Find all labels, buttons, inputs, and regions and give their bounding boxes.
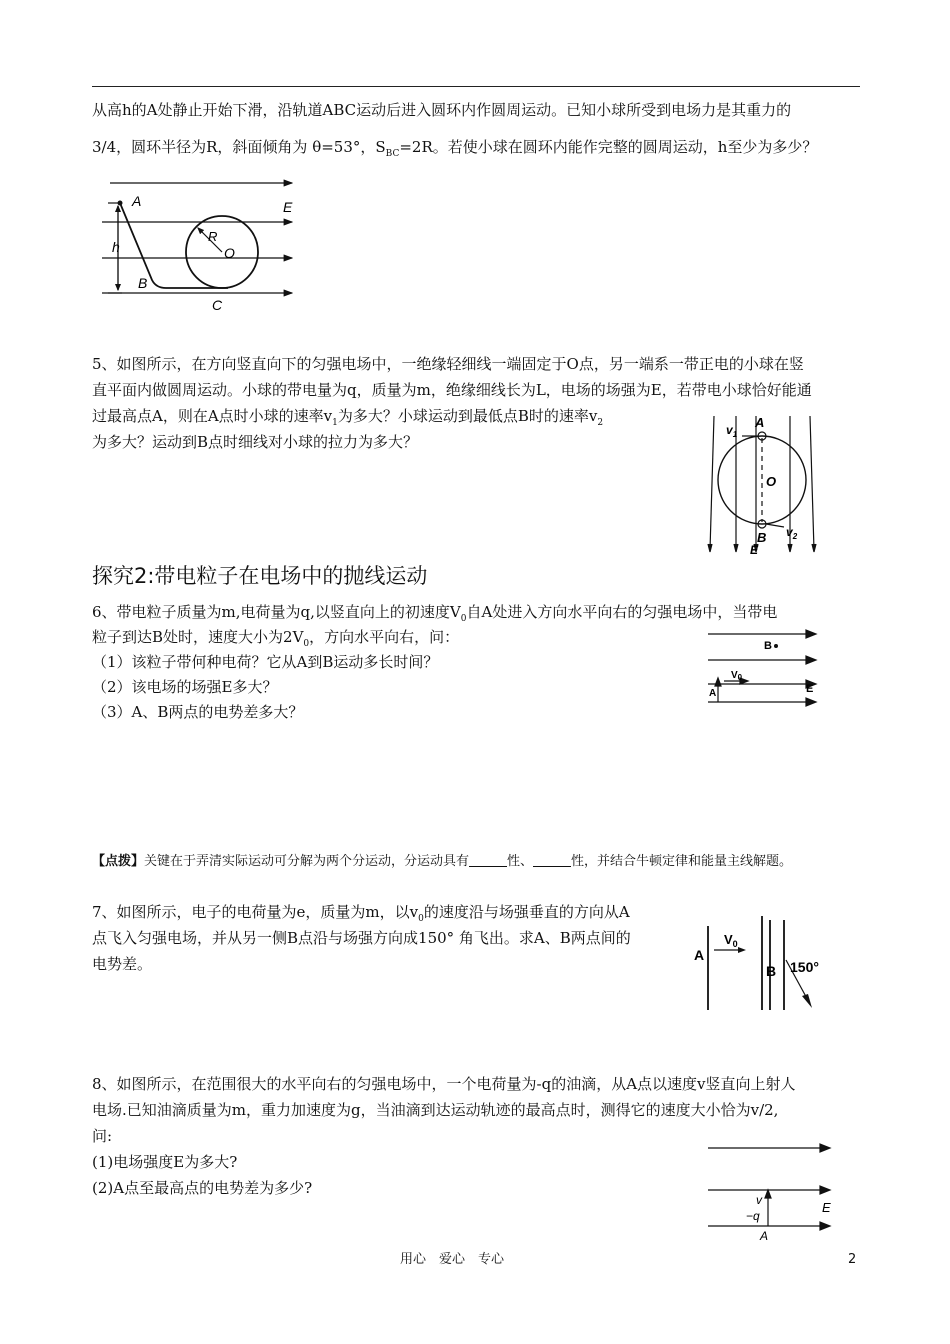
q5-label-b: B (757, 530, 767, 545)
q4-label-b: B (138, 275, 148, 291)
q7-label-angle: 150° (790, 959, 819, 975)
q8-line3: 问: (92, 1127, 113, 1145)
tip-blank-1 (469, 854, 507, 867)
q5-label-o: O (766, 474, 777, 489)
page-number: 2 (848, 1252, 857, 1267)
q5-line4: 为多大？运动到B点时细线对小球的拉力为多大？ (92, 433, 419, 451)
q4-line2: 3/4，圆环半径为R，斜面倾角为 θ=53°，$S_{BC}=2R$。若使小球在圆环内能作完整的圆周运动，h至少为多少？ (92, 138, 818, 159)
q5-figure (700, 414, 830, 556)
q6-label-e: E (806, 683, 814, 695)
q8-sub1: (1)电场强度E为多大? (92, 1153, 238, 1171)
q7-line1: 7、如图所示，电子的电荷量为e，质量为m，以$v_0$的速度沿与场强垂直的方向从A (92, 903, 630, 924)
q4-label-c: C (212, 297, 223, 313)
q6-sub3: （3）A、B两点的电势差多大？ (92, 703, 304, 721)
tip-line: 【点拨】关键在于弄清实际运动可分解为两个分运动，分运动具有 性、 性，并结合牛顿定律和能量主线解题。 (92, 854, 793, 869)
q5-line1: 5、如图所示，在方向竖直向下的匀强电场中，一绝缘轻细线一端固定于O点，另一端系一带正电的小球在竖 (92, 355, 804, 373)
q5-line3: 过最高点A，则在A点时小球的速率$v_1$为多大？小球运动到最低点B时的速率$v_2$ (92, 407, 604, 428)
q6-line2: 粒子到达B处时，速度大小为$2V_0$，方向水平向右，问： (92, 628, 460, 649)
q7-label-a: A (694, 947, 705, 963)
q4-line1: 从高h的A处静止开始下滑，沿轨道ABC运动后进入圆环内作圆周运动。已知小球所受到电场力是其重力的 (92, 101, 792, 119)
q4-label-h: h (112, 239, 120, 255)
q8-label-q: −q (746, 1209, 760, 1223)
q4-figure (100, 176, 300, 316)
tip-blank-2 (533, 854, 571, 867)
section-heading: 探究2:带电粒子在电场中的抛线运动 (92, 564, 428, 588)
footer-motto: 用心 爱心 专心 (400, 1252, 505, 1267)
header-rule (92, 86, 860, 87)
q4-label-r: R (208, 229, 218, 244)
q5-label-a: A (755, 415, 765, 430)
q8-line1: 8、如图所示，在范围很大的水平向右的匀强电场中，一个电荷量为-q的油滴，从A点以速度v竖直向上射人 (92, 1075, 796, 1093)
q7-line3: 电势差。 (92, 955, 153, 973)
q6-figure (706, 624, 826, 714)
q8-label-a: A (760, 1229, 769, 1243)
q8-label-v: v (756, 1193, 762, 1207)
q6-label-a: A (709, 688, 717, 699)
q5-line2: 直平面内做圆周运动。小球的带电量为q，质量为m，绝缘细线长为L，电场的场强为E，若带电小球恰好能通 (92, 381, 812, 399)
q6-sub1: （1）该粒子带何种电荷？它从A到B运动多长时间？ (92, 653, 439, 671)
q4-label-a: A (132, 193, 142, 209)
q7-label-b: B (766, 963, 777, 979)
q7-line2: 点飞入匀强电场，并从另一侧B点沿与场强方向成150° 角飞出。求A、B两点间的 (92, 929, 631, 947)
q6-line1: 6、带电粒子质量为m,电荷量为q,以竖直向上的初速度$V_0$自A处进入方向水平向右的匀强电场中，当带电 (92, 603, 778, 624)
q6-sub2: （2）该电场的场强E多大？ (92, 678, 278, 696)
q5-label-e: E (750, 543, 759, 557)
q7-figure (690, 910, 830, 1016)
q4-label-o: O (224, 245, 235, 261)
q4-label-e: E (283, 199, 293, 215)
q8-label-e: E (822, 1200, 831, 1215)
q7-label-v0: $V_0$ (724, 932, 738, 949)
q8-line2: 电场.已知油滴质量为m，重力加速度为g，当油滴到达运动轨迹的最高点时，测得它的速度大小恰为v/2, (92, 1101, 779, 1119)
q8-sub2: (2)A点至最高点的电势差为多少? (92, 1179, 313, 1197)
q5-label-v1: $v_1$ (726, 423, 738, 439)
q6-label-v0: $V_0$ (731, 670, 743, 682)
q5-label-v2: $v_2$ (786, 525, 798, 541)
q6-label-b: B (764, 640, 772, 652)
q8-figure (706, 1140, 836, 1244)
